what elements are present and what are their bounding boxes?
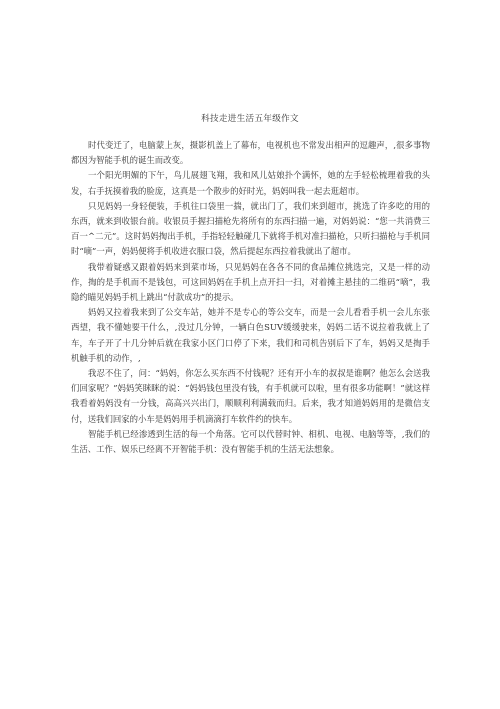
paragraph-6: 我忍不住了，问：“妈妈，你怎么买东西不付钱呢？还有开小车的叔叔是谁啊？他怎么会送我们回家呢？”妈妈笑眯眯的说：“妈妈钱包里没有钱，有手机就可以啦，里有很多功能啊！”就这样我看着妈妈没有一分钱，高高兴兴出门，顺顺利利满载而归。后来，我才知道妈妈用的是微信支付，送我们回家的小车是妈妈用手机滴滴打车软件约的快车。 <box>71 368 430 424</box>
article-body <box>71 138 430 457</box>
page-title: 科技走进生活五年级作文 <box>201 114 299 124</box>
paragraph-3: 只见妈妈一身轻便装，手机往口袋里一揣，就出门了，我们来到超市，挑选了许多吃的用的东西，就来到收银台前。收银员手握扫描枪先将所有的东西扫描一遍，对妈妈说：“您一共消费三百一^二元”。这时妈妈掏出手机，手指轻轻触碰几下就将手机对准扫描枪，只听扫描枪与手机同时“嘀”一声，妈妈便将手机收进衣服口袋，然后提起东西拉着我就出了超市。 <box>71 200 430 257</box>
paragraph-5: 妈妈又拉着我来到了公交车站，她并不是专心的等公交车，而是一会儿看看手机一会儿东张西望，我不懂她要干什么，,没过几分钟，一辆白色SUV缓缓驶来，妈妈二话不说拉着我就上了车，车子开了十几分钟后就在我家小区门口停了下来，我们和司机告别后下了车，妈妈又是掏手机触手机的动作，, <box>71 307 430 363</box>
paragraph-2: 一个阳光明媚的下午，鸟儿展翅飞翔，我和风儿姑娘扑个满怀，她的左手轻松梳理着我的头发，右手抚摸着我的脸庞，这真是一个散步的好时光，妈妈叫我一起去逛超市。 <box>71 170 430 196</box>
paragraph-7: 智能手机已经渗透到生活的每一个角落。它可以代替时钟、相机、电视、电脑等等，,我们的生活、工作、娱乐已经离不开智能手机：没有智能手机的生活无法想象。 <box>71 428 430 455</box>
paragraph-1: 时代变迁了，电脑蒙上灰，摄影机盖上了幕布，电视机也不常发出相声的逗趣声，,很多事物都因为智能手机的诞生而改变。 <box>71 140 430 166</box>
paragraph-4: 我带着疑惑又跟着妈妈来到菜市场，只见妈妈在各各不同的食品摊位挑选完，又是一样的动作，掏的是手机而不是钱包，可这回妈妈在手机上点开扫一扫，对着摊主悬挂的二维码“嘀”，我隐约瞄见妈妈手机上跳出“付款成功”的提示。 <box>71 261 430 303</box>
